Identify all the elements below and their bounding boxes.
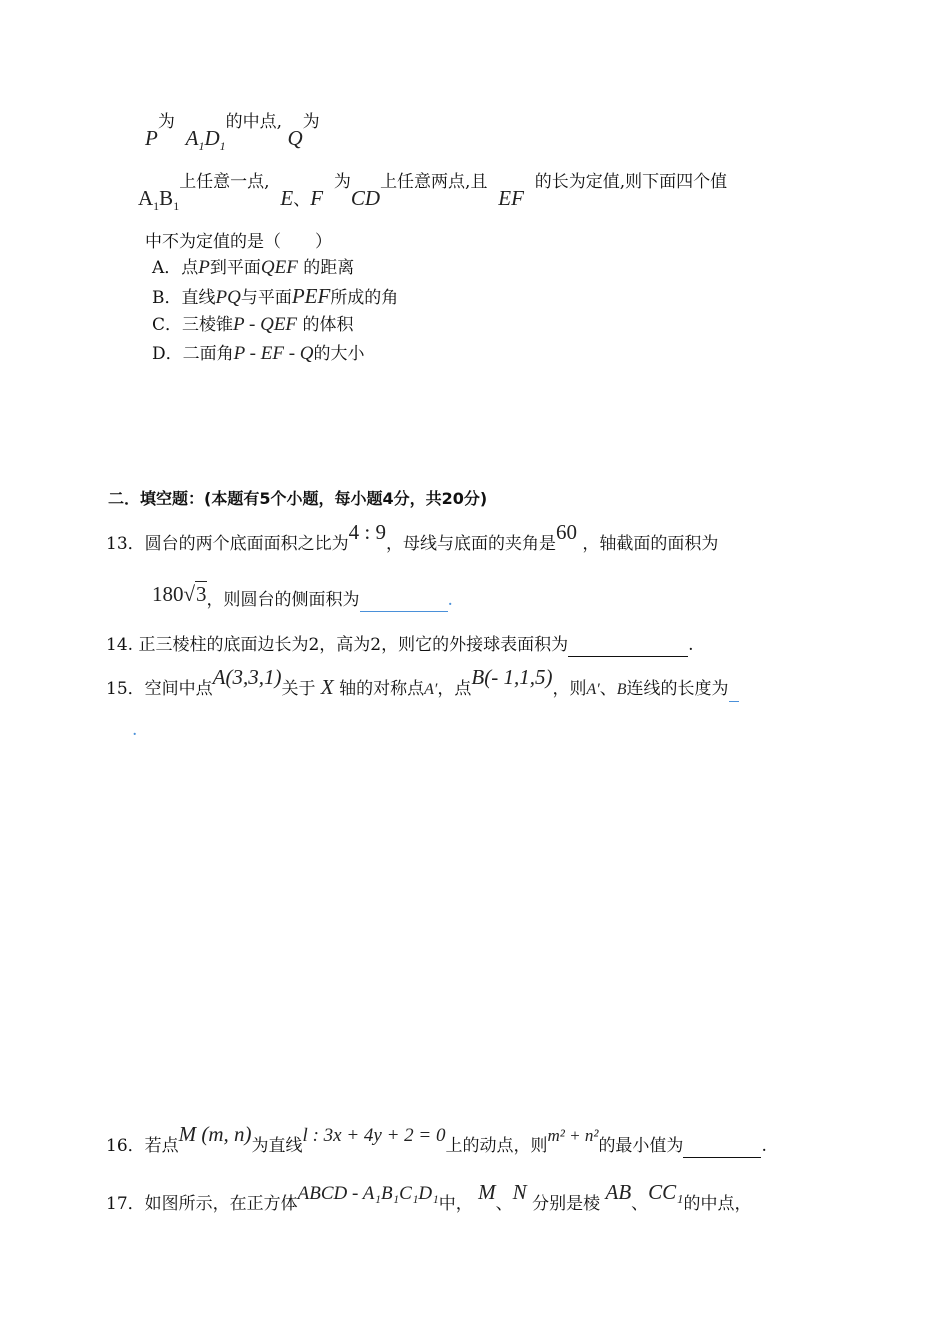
math-point-a: A(3,3,1): [212, 665, 282, 689]
text: ，轴截面的面积为: [582, 534, 719, 554]
question-number: 16．: [106, 1136, 145, 1156]
math-line-l: l : 3x + 4y + 2 = 0: [302, 1125, 446, 1146]
text: 的最小值为: [598, 1136, 684, 1156]
math-p: P: [145, 126, 158, 150]
math-q: Q: [287, 126, 303, 150]
text: ，则圆台的侧面积为: [206, 590, 360, 610]
text: 为直线: [251, 1136, 303, 1156]
answer-blank[interactable]: [568, 638, 688, 657]
q15-end: .: [132, 720, 138, 740]
text: ，母线与底面的夹角是: [385, 534, 556, 554]
answer-blank[interactable]: [360, 593, 448, 612]
text: 、: [495, 1194, 513, 1214]
text: 轴的对称点: [339, 679, 425, 699]
math-coef: 180: [152, 582, 184, 606]
text: 正三棱柱的底面边长为2，高为2，则它的外接球表面积为: [138, 635, 569, 655]
q12-line3: 中不为定值的是（ ）: [145, 232, 332, 252]
text: 连线的长度为: [626, 679, 729, 699]
text: 的中点，: [683, 1194, 752, 1214]
math-pef: PEF: [291, 284, 331, 308]
text: D．二面角: [152, 344, 234, 364]
section-heading: 二．填空题：(本题有5个小题，每小题4分，共20分): [108, 489, 488, 508]
math-m2n2: m² + n²: [547, 1126, 599, 1145]
text: .: [447, 590, 453, 610]
math-a-prime: A′: [424, 681, 438, 698]
math-cube: ABCD - A₁B₁C₁D₁: [297, 1183, 439, 1204]
text: 中，: [438, 1194, 473, 1214]
text: 分别是棱: [532, 1194, 601, 1214]
text: .: [688, 635, 694, 655]
question-number: 17．: [106, 1194, 145, 1214]
math-b: B: [616, 681, 627, 698]
text: 、: [599, 679, 617, 699]
text: C．三棱锥: [152, 315, 234, 335]
text: B．直线: [152, 288, 216, 308]
math-point-b: B(- 1,1,5): [471, 665, 553, 689]
math-x: X: [320, 675, 334, 699]
math-ab: AB: [605, 1180, 632, 1204]
q13-line2: [152, 582, 453, 608]
math-e: E: [280, 186, 294, 210]
text: 若点: [144, 1136, 179, 1156]
math-radicand: 3: [196, 582, 207, 606]
text: 为: [333, 172, 351, 192]
math-a-prime: A′: [586, 681, 600, 698]
q12-option-a: [152, 256, 354, 280]
math-cc1: CC₁: [648, 1180, 684, 1204]
math-ratio: 4 : 9: [348, 520, 386, 544]
sqrt-sign: √: [183, 582, 196, 606]
answer-blank[interactable]: [729, 683, 739, 702]
text: 圆台的两个底面面积之比为: [144, 534, 349, 554]
q16-line: [106, 1122, 767, 1158]
text: 、: [293, 190, 311, 210]
math-p: P: [198, 257, 210, 278]
q12-line1: [145, 112, 320, 154]
answer-blank[interactable]: [683, 1139, 761, 1158]
q14-line: [106, 633, 694, 657]
text: 、: [631, 1194, 649, 1214]
text: 如图所示，在正方体: [144, 1194, 298, 1214]
text: 上的动点，则: [445, 1136, 548, 1156]
text: 为: [157, 112, 175, 132]
question-number: 15．: [106, 679, 145, 699]
text: 的距离: [303, 258, 355, 278]
text: 所成的角: [330, 288, 399, 308]
q17-line: [106, 1180, 752, 1216]
text: 的长为定值,则下面四个值: [534, 172, 728, 192]
q12-option-d: [152, 342, 365, 366]
math-ef: EF: [498, 186, 524, 210]
q13-line1: [106, 520, 719, 556]
question-number: 14.: [106, 635, 134, 655]
question-number: 13．: [106, 534, 145, 554]
math-m: M: [478, 1180, 496, 1204]
text: 关于: [281, 679, 316, 699]
math-pqef: P - QEF: [233, 314, 298, 335]
text: ，则: [552, 679, 587, 699]
math-a1b1: $A_1B_1$: [138, 186, 180, 214]
text: 的中点,: [225, 112, 283, 132]
math-pq: PQ: [215, 287, 241, 308]
q12-line2: [138, 172, 728, 214]
text: A．点: [152, 258, 199, 278]
text: .: [761, 1136, 767, 1156]
math-qef: QEF: [260, 257, 298, 278]
text: 的大小: [313, 344, 365, 364]
text: 的体积: [302, 315, 354, 335]
text: 为: [302, 112, 320, 132]
math-n: N: [512, 1180, 527, 1204]
text: 上任意一点,: [179, 172, 270, 192]
text: 空间中点: [144, 679, 213, 699]
math-a1d1: $A_1D_1$: [185, 126, 226, 154]
q12-option-c: [152, 313, 353, 337]
math-point-m: M (m, n): [178, 1122, 252, 1146]
text: 到平面: [209, 258, 261, 278]
math-pefq: P - EF - Q: [233, 343, 314, 364]
text: 与平面: [240, 288, 292, 308]
math-f: F: [310, 186, 324, 210]
q12-option-b: [152, 284, 398, 310]
q15-line: [106, 665, 739, 702]
text: 上任意两点,且: [380, 172, 488, 192]
math-angle: 60: [555, 520, 577, 544]
text: ，点: [437, 679, 472, 699]
math-cd: CD: [350, 186, 381, 210]
